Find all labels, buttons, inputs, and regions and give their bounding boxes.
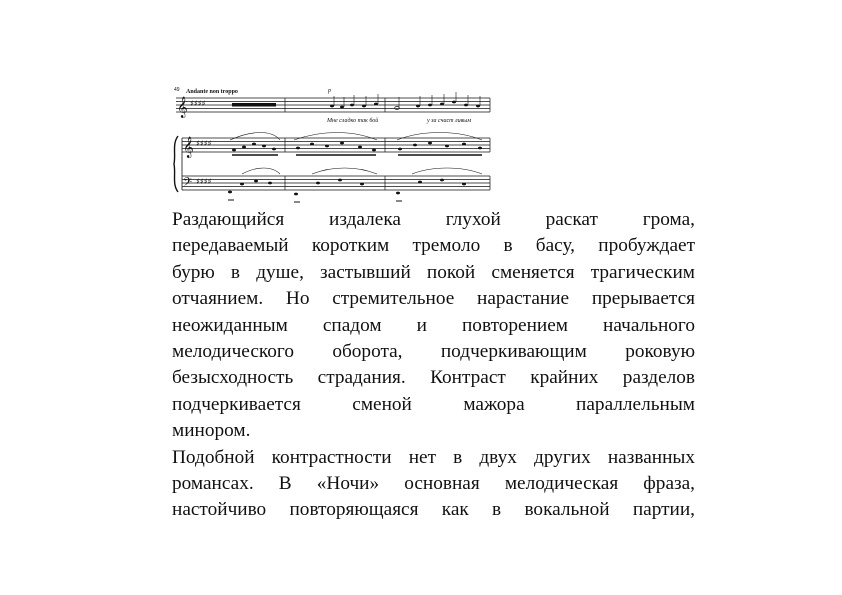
text-line: Подобной контрастности нет в двух других названных [172,446,695,468]
piano-brace [174,136,178,192]
paragraph-1 [172,207,695,445]
lyric-1: Мне сладко так бой [327,118,379,124]
text-line: отчаянием. Но стремительное нарастание прерывается [172,288,695,310]
dynamic-p: p [328,88,331,94]
text-line: романсах. В «Ночи» основная мелодическая фраза, [172,473,695,495]
text-line: минором. [172,420,251,442]
tempo-marking: Andante non troppo [186,89,238,95]
measure-number: 49 [174,87,180,93]
music-score-excerpt [172,84,494,208]
score-image [172,84,494,208]
text-line: настойчиво повторяющаяся как в вокальной партии, [172,499,695,521]
svg-text:♯♯♯♯: ♯♯♯♯ [190,99,206,108]
text-line: бурю в душе, застывший покой сменяется трагическим [172,261,695,283]
vocal-notes [330,92,480,110]
piano-bass-staff [182,176,490,190]
svg-text:♯♯♯♯: ♯♯♯♯ [196,139,212,148]
text-line: Раздающийся издалека глухой раскат грома, [172,209,695,230]
svg-text:♯♯♯♯: ♯♯♯♯ [196,177,212,186]
piano-treble-staff [182,138,490,152]
svg-text:𝄞: 𝄞 [183,137,194,158]
treble-notes [230,133,482,156]
svg-text:𝄞: 𝄞 [177,97,188,118]
text-line: передаваемый коротким тремоло в басу, пробуждает [172,235,695,257]
paragraph-2 [172,445,695,524]
text-line: подчеркивается сменой мажора параллельным [172,393,695,415]
bass-notes [228,168,482,202]
text-line: мелодического оборота, подчеркивающим роковую [172,341,695,363]
body-text [172,207,695,524]
svg-text:𝄢: 𝄢 [183,176,193,192]
lyric-2: у за счаст ливым [427,118,472,124]
text-line: неожиданным спадом и повторением начального [172,314,695,336]
text-line: безысходность страдания. Контраст крайних разделов [172,367,695,389]
